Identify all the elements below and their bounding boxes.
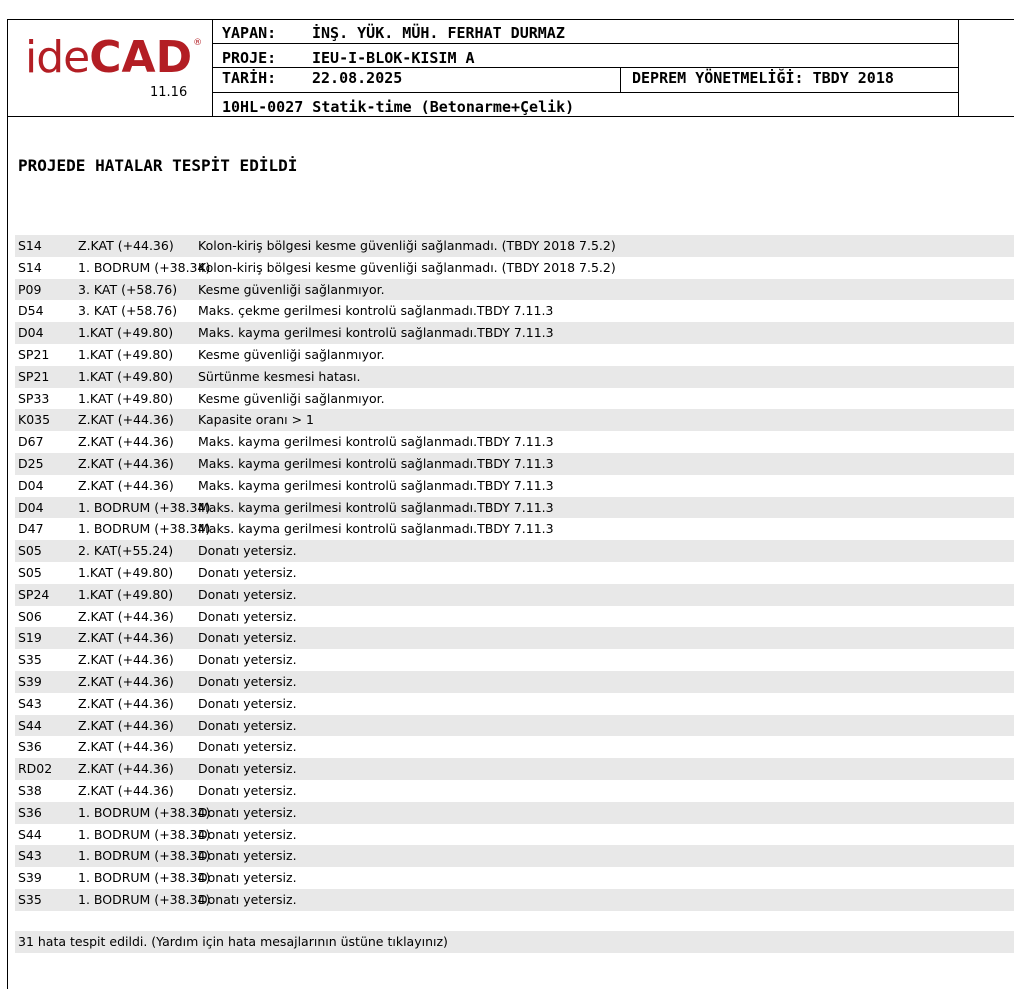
error-element-id: D04 [18,325,44,341]
header-cell-divider [620,67,621,92]
error-row[interactable] [15,606,1014,628]
error-row[interactable] [15,736,1014,758]
error-list [15,235,1014,911]
error-element-id: S14 [18,238,42,253]
error-message-link[interactable]: Donatı yetersiz. [198,761,297,777]
error-message-link[interactable]: Kesme güvenliği sağlanmıyor. [198,390,385,406]
error-floor: Z.KAT (+44.36) [78,455,174,471]
error-message-link[interactable]: Kapasite oranı > 1 [198,412,314,428]
error-message-link[interactable]: Donatı yetersiz. [198,652,297,668]
error-message-link[interactable]: Donatı yetersiz. [198,804,297,820]
error-element-id: SP24 [18,586,50,602]
yapan-value: İNŞ. YÜK. MÜH. FERHAT DURMAZ [312,24,565,42]
error-message-link[interactable]: Donatı yetersiz. [198,630,297,646]
error-message-link[interactable]: Maks. kayma gerilmesi kontrolü sağlanmadı.TBDY 7.11.3 [198,455,554,471]
error-message-link[interactable]: Donatı yetersiz. [198,782,297,798]
error-message-link[interactable]: Donatı yetersiz. [198,739,297,755]
error-floor: 1.KAT (+49.80) [78,564,174,580]
idecad-logo [25,34,202,82]
error-element-id: D04 [18,477,44,493]
logo-registered-mark: ® [193,38,203,48]
error-element-id: S39 [18,673,42,689]
error-element-id: SP33 [18,390,50,406]
error-message-link[interactable]: Maks. kayma gerilmesi kontrolü sağlanmadı.TBDY 7.11.3 [198,521,554,537]
tarih-value: 22.08.2025 [312,69,403,87]
error-row[interactable] [15,671,1014,693]
page-title: PROJEDE HATALAR TESPİT EDİLDİ [18,156,298,175]
error-row[interactable] [15,409,1014,431]
license-info: 10HL-0027 Statik-time (Betonarme+Çelik) [222,98,575,116]
error-row[interactable] [15,758,1014,780]
error-message-link[interactable]: Kesme güvenliği sağlanmıyor. [198,281,385,297]
error-element-id: S05 [18,543,42,559]
error-element-id: RD02 [18,761,53,777]
error-floor: 1.KAT (+49.80) [78,586,174,602]
error-row[interactable] [15,453,1014,475]
error-row[interactable] [15,388,1014,410]
error-floor: 1.KAT (+49.80) [78,346,174,362]
error-row[interactable] [15,562,1014,584]
error-row[interactable] [15,540,1014,562]
error-message-link[interactable]: Kolon-kiriş bölgesi kesme güvenliği sağlanmadı. (TBDY 2018 7.5.2) [198,259,616,275]
deprem-yonetmeligi: DEPREM YÖNETMELİĞİ: TBDY 2018 [632,69,894,87]
error-floor: 1.KAT (+49.80) [78,325,174,341]
error-element-id: D04 [18,499,44,515]
error-row[interactable] [15,649,1014,671]
error-row[interactable] [15,693,1014,715]
error-element-id: S14 [18,259,42,275]
error-floor: 1. BODRUM (+38.34) [78,891,211,907]
error-row[interactable] [15,235,1014,257]
proje-value: IEU-I-BLOK-KISIM A [312,49,475,67]
error-floor: Z.KAT (+44.36) [78,717,174,733]
error-element-id: S44 [18,826,42,842]
error-element-id: S43 [18,848,42,864]
error-message-link[interactable]: Maks. kayma gerilmesi kontrolü sağlanmadı.TBDY 7.11.3 [198,434,554,450]
error-floor: 1. BODRUM (+38.34) [78,826,211,842]
error-floor: 3. KAT (+58.76) [78,281,178,297]
error-element-id: SP21 [18,346,50,362]
error-row[interactable] [15,257,1014,279]
error-floor: 1.KAT (+49.80) [78,390,174,406]
error-row[interactable] [15,322,1014,344]
error-floor: Z.KAT (+44.36) [78,782,174,798]
error-floor: 1. BODRUM (+38.34) [78,499,211,515]
error-floor: Z.KAT (+44.36) [78,477,174,493]
error-floor: 3. KAT (+58.76) [78,303,178,319]
error-floor: Z.KAT (+44.36) [78,652,174,668]
error-element-id: P09 [18,281,42,297]
error-element-id: S44 [18,717,42,733]
error-message-link[interactable]: Maks. kayma gerilmesi kontrolü sağlanmadı.TBDY 7.11.3 [198,477,554,493]
header-frame-bottom [7,116,1014,117]
error-message-link[interactable]: Donatı yetersiz. [198,543,297,559]
error-message-link[interactable]: Donatı yetersiz. [198,608,297,624]
error-floor: 1. BODRUM (+38.34) [78,870,211,886]
error-element-id: D47 [18,521,44,537]
error-floor: 1. BODRUM (+38.34) [78,259,211,275]
error-floor: 1. BODRUM (+38.34) [78,848,211,864]
error-element-id: S05 [18,564,42,580]
error-row[interactable] [15,867,1014,889]
error-row[interactable] [15,518,1014,540]
error-floor: Z.KAT (+44.36) [78,434,174,450]
error-message-link[interactable]: Donatı yetersiz. [198,586,297,602]
error-row[interactable] [15,627,1014,649]
error-element-id: S39 [18,870,42,886]
error-element-id: D67 [18,434,44,450]
summary-text: 31 hata tespit edildi. (Yardım için hata mesajlarının üstüne tıklayınız) [18,934,448,949]
error-floor: Z.KAT (+44.36) [78,238,174,253]
error-message-link[interactable]: Donatı yetersiz. [198,870,297,886]
error-message-link[interactable]: Donatı yetersiz. [198,848,297,864]
summary-bar [15,931,1014,953]
error-element-id: SP21 [18,368,50,384]
app-version: 11.16 [150,85,188,100]
error-row[interactable] [15,497,1014,519]
error-element-id: S06 [18,608,42,624]
error-element-id: S36 [18,804,42,820]
header-row-divider [212,43,958,44]
header-row-divider [212,67,958,68]
error-element-id: S43 [18,695,42,711]
error-floor: Z.KAT (+44.36) [78,739,174,755]
error-element-id: S19 [18,630,42,646]
error-message-link[interactable]: Kolon-kiriş bölgesi kesme güvenliği sağlanmadı. (TBDY 2018 7.5.2) [198,238,616,253]
proje-label: PROJE: [222,49,277,67]
error-message-link[interactable]: Donatı yetersiz. [198,673,297,689]
page-frame-left [7,19,8,989]
error-message-link[interactable]: Donatı yetersiz. [198,717,297,733]
error-floor: 2. KAT(+55.24) [78,543,174,559]
error-row[interactable] [15,344,1014,366]
error-floor: 1.KAT (+49.80) [78,368,174,384]
error-floor: Z.KAT (+44.36) [78,695,174,711]
error-element-id: S35 [18,891,42,907]
error-row[interactable] [15,780,1014,802]
error-floor: 1. BODRUM (+38.34) [78,804,211,820]
error-floor: Z.KAT (+44.36) [78,761,174,777]
error-element-id: D25 [18,455,44,471]
header-frame-top [7,19,1014,20]
error-message-link[interactable]: Donatı yetersiz. [198,564,297,580]
error-message-link[interactable]: Maks. kayma gerilmesi kontrolü sağlanmadı.TBDY 7.11.3 [198,499,554,515]
header-right-separator [958,19,959,116]
error-message-link[interactable]: Donatı yetersiz. [198,826,297,842]
error-message-link[interactable]: Kesme güvenliği sağlanmıyor. [198,346,385,362]
error-element-id: K035 [18,412,51,428]
error-row[interactable] [15,824,1014,846]
logo-text-light: ide [25,32,90,83]
error-floor: Z.KAT (+44.36) [78,630,174,646]
error-floor: Z.KAT (+44.36) [78,412,174,428]
yapan-label: YAPAN: [222,24,277,42]
header-row-divider [212,92,958,93]
error-element-id: S35 [18,652,42,668]
tarih-label: TARİH: [222,69,277,87]
error-message-link[interactable]: Sürtünme kesmesi hatası. [198,368,361,384]
error-row[interactable] [15,431,1014,453]
error-row[interactable] [15,845,1014,867]
error-message-link[interactable]: Maks. kayma gerilmesi kontrolü sağlanmadı.TBDY 7.11.3 [198,325,554,341]
error-row[interactable] [15,802,1014,824]
error-message-link[interactable]: Donatı yetersiz. [198,695,297,711]
logo-text-bold: CAD [89,32,193,83]
error-element-id: D54 [18,303,44,319]
error-row[interactable] [15,584,1014,606]
error-row[interactable] [15,279,1014,301]
error-message-link[interactable]: Donatı yetersiz. [198,891,297,907]
error-row[interactable] [15,715,1014,737]
error-floor: Z.KAT (+44.36) [78,673,174,689]
error-row[interactable] [15,366,1014,388]
error-floor: Z.KAT (+44.36) [78,608,174,624]
error-row[interactable] [15,475,1014,497]
error-row[interactable] [15,300,1014,322]
error-floor: 1. BODRUM (+38.34) [78,521,211,537]
error-element-id: S36 [18,739,42,755]
error-row[interactable] [15,889,1014,911]
error-message-link[interactable]: Maks. çekme gerilmesi kontrolü sağlanmadı.TBDY 7.11.3 [198,303,554,319]
error-element-id: S38 [18,782,42,798]
